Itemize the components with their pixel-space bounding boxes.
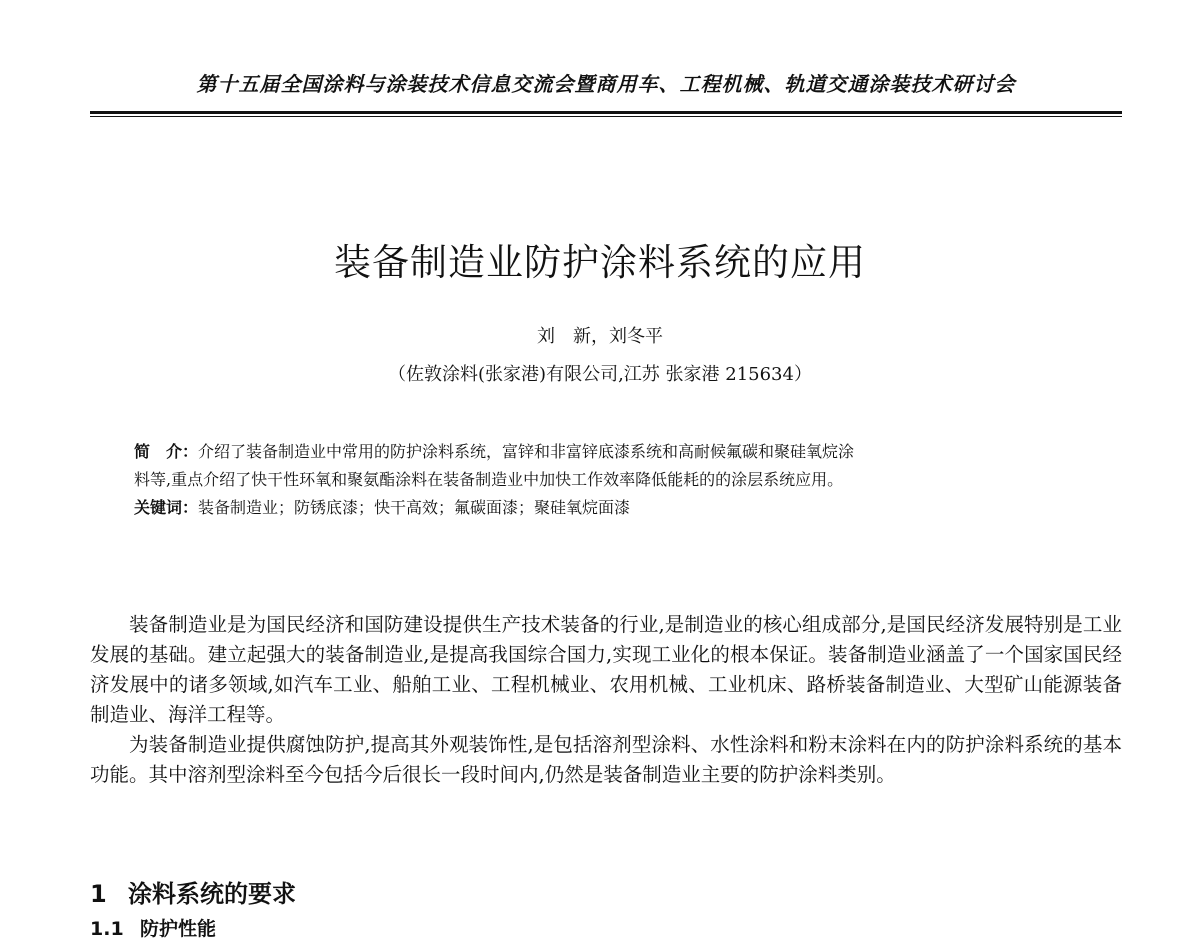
- keywords-label: 关键词：: [134, 498, 199, 517]
- section-1-1-title: 防护性能: [140, 918, 217, 940]
- section-1-title: 涂料系统的要求: [128, 880, 296, 908]
- abstract-text-1: 介绍了装备制造业中常用的防护涂料系统，富锌和非富锌底漆系统和高耐候氟碳和聚硅氧烷涂: [198, 442, 855, 461]
- header-rule: [90, 111, 1122, 114]
- affiliation: （佐敦涂料(张家港)有限公司,江苏 张家港 215634）: [388, 364, 812, 385]
- abstract-line-2: 料等,重点介绍了快干性环氧和聚氨酯涂料在装备制造业中加快工作效率降低能耗的的涂层系统应用。: [134, 470, 844, 489]
- header-rule-thin: [90, 116, 1122, 117]
- section-1-1-heading: [90, 914, 216, 941]
- running-header: 第十五届全国涂料与涂装技术信息交流会暨商用车、工程机械、轨道交通涂装技术研讨会: [196, 72, 1016, 96]
- keywords-line: [134, 494, 1084, 522]
- abstract-label: 简 介：: [134, 442, 199, 461]
- section-1-1-number: 1.1: [90, 918, 124, 940]
- body-paragraph-1: 装备制造业是为国民经济和国防建设提供生产技术装备的行业,是制造业的核心组成部分,是国民经济发展特别是工业发展的基础。建立起强大的装备制造业,是提高我国综合国力,实现工业化的根本保证。装备制造业涵盖了一个国家国民经济发展中的诸多领域,如汽车工业、船舶工业、工程机械业、农用机械、工业机床、路桥装备制造业、大型矿山能源装备制造业、海洋工程等。: [90, 613, 1122, 726]
- section-1-heading: [90, 874, 296, 909]
- authors: 刘 新，刘冬平: [537, 326, 663, 347]
- abstract: [134, 438, 1084, 522]
- keywords-text: 装备制造业；防锈底漆；快干高效；氟碳面漆；聚硅氧烷面漆: [198, 498, 631, 517]
- body-paragraph-2: 为装备制造业提供腐蚀防护,提高其外观装饰性,是包括溶剂型涂料、水性涂料和粉末涂料在内的防护涂料系统的基本功能。其中溶剂型涂料至今包括今后很长一段时间内,仍然是装备制造业主要的防护涂料类别。: [90, 733, 1122, 786]
- abstract-line-1: [134, 438, 1084, 466]
- body-text: [90, 610, 1122, 790]
- section-1-number: 1: [90, 880, 107, 908]
- paper-title: 装备制造业防护涂料系统的应用: [334, 241, 866, 284]
